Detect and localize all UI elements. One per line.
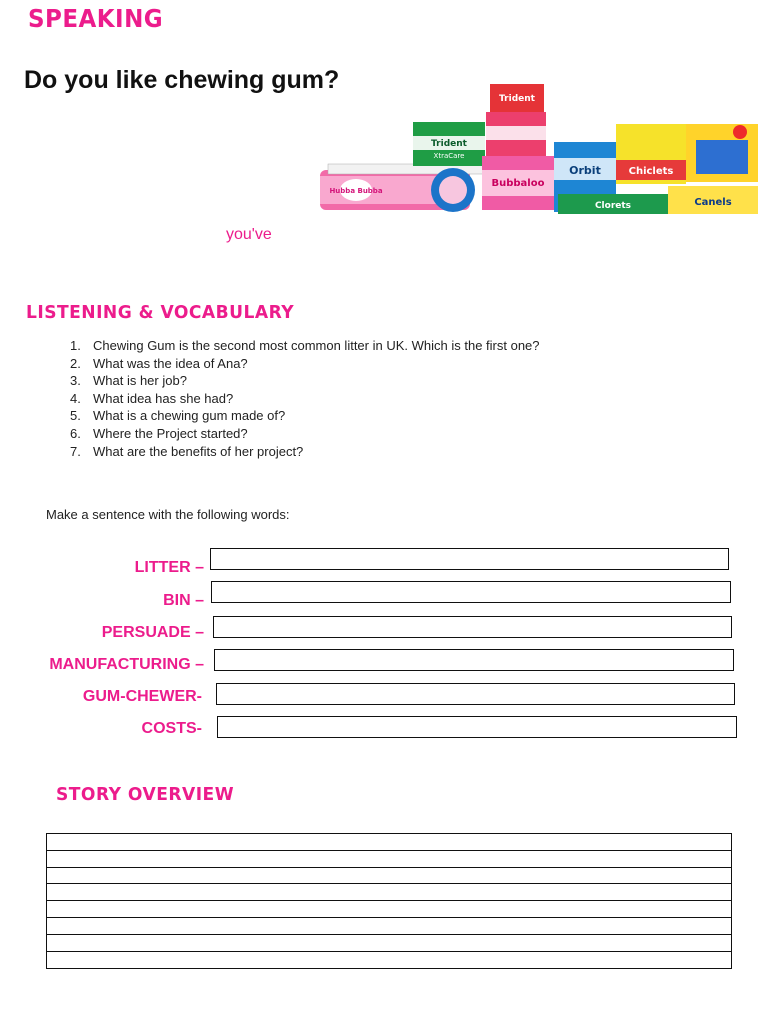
question-number: 2.	[70, 355, 81, 371]
story-line[interactable]	[47, 868, 731, 885]
canels-label: Canels	[694, 197, 732, 208]
question-number: 4.	[70, 390, 81, 406]
question-item	[70, 355, 540, 373]
story-line[interactable]	[47, 851, 731, 868]
question-item	[70, 443, 540, 461]
question-item	[70, 337, 540, 355]
question-item	[70, 407, 540, 425]
trident-red-label: Trident	[499, 94, 535, 104]
vocab-answer-box-gum-chewer[interactable]	[216, 683, 735, 705]
story-overview-title: STORY OVERVIEW	[56, 784, 235, 805]
story-line[interactable]	[47, 918, 731, 935]
story-line[interactable]	[47, 901, 731, 918]
colorful-boxes	[686, 124, 758, 182]
canels-pack	[668, 186, 758, 214]
vocab-answer-box-persuade[interactable]	[213, 616, 732, 638]
question-number: 5.	[70, 408, 81, 424]
question-text: What idea has she had?	[93, 390, 234, 406]
trident-xtracare-pack	[413, 122, 485, 166]
question-number: 1.	[70, 338, 81, 353]
instructions-text: Make a sentence with the following words:	[46, 507, 290, 522]
story-overview-table[interactable]	[46, 833, 732, 969]
questions-list	[70, 337, 540, 460]
question-item	[70, 390, 540, 408]
vocab-label-costs: COSTS-	[141, 720, 202, 737]
story-line[interactable]	[47, 834, 731, 851]
bubbaloo-label: Bubbaloo	[491, 178, 545, 189]
youve-text: you've	[226, 226, 272, 243]
question-heading: Do you like chewing gum?	[24, 66, 340, 94]
xtracare-label: XtraCare	[433, 152, 465, 160]
question-text: Where the Project started?	[93, 425, 248, 441]
vocab-answer-box-litter[interactable]	[210, 548, 729, 570]
question-number: 6.	[70, 425, 81, 441]
question-text: What is her job?	[93, 373, 187, 389]
trident-red-pack	[486, 84, 546, 158]
bubbaloo-pack	[482, 156, 554, 210]
vocab-label-manufacturing: MANUFACTURING –	[49, 656, 204, 673]
speaking-title: SPEAKING	[28, 4, 164, 33]
question-item	[70, 425, 540, 443]
question-text: Chewing Gum is the second most common litter in UK. Which is the first one?	[93, 338, 540, 353]
question-item	[70, 372, 540, 390]
listening-vocabulary-title: LISTENING & VOCABULARY	[26, 302, 295, 323]
clorets-label: Clorets	[594, 201, 632, 211]
clorets-pack	[558, 194, 668, 214]
chiclets-pack	[616, 124, 686, 184]
vocab-answer-box-costs[interactable]	[217, 716, 737, 738]
vocab-answer-box-manufacturing[interactable]	[214, 649, 734, 671]
chiclets-label: Chiclets	[628, 166, 674, 177]
vocab-label-bin: BIN –	[163, 592, 204, 609]
hubba-bubba-label: Hubba Bubba	[329, 187, 383, 195]
vocab-label-gum-chewer: GUM-CHEWER-	[82, 688, 202, 705]
question-text: What was the idea of Ana?	[93, 355, 248, 371]
story-line[interactable]	[47, 935, 731, 952]
question-text: What are the benefits of her project?	[93, 443, 304, 459]
question-text: What is a chewing gum made of?	[93, 408, 286, 424]
vocab-label-litter: LITTER –	[134, 559, 204, 576]
vocab-answer-box-bin[interactable]	[211, 581, 731, 603]
story-line[interactable]	[47, 952, 731, 969]
chewing-gum-products-image	[318, 80, 762, 220]
vocab-label-persuade: PERSUADE –	[101, 624, 204, 641]
question-number: 3.	[70, 373, 81, 389]
story-line[interactable]	[47, 884, 731, 901]
question-number: 7.	[70, 443, 81, 459]
trident-green-label: Trident	[431, 139, 467, 149]
orbit-label: Orbit	[569, 164, 601, 177]
